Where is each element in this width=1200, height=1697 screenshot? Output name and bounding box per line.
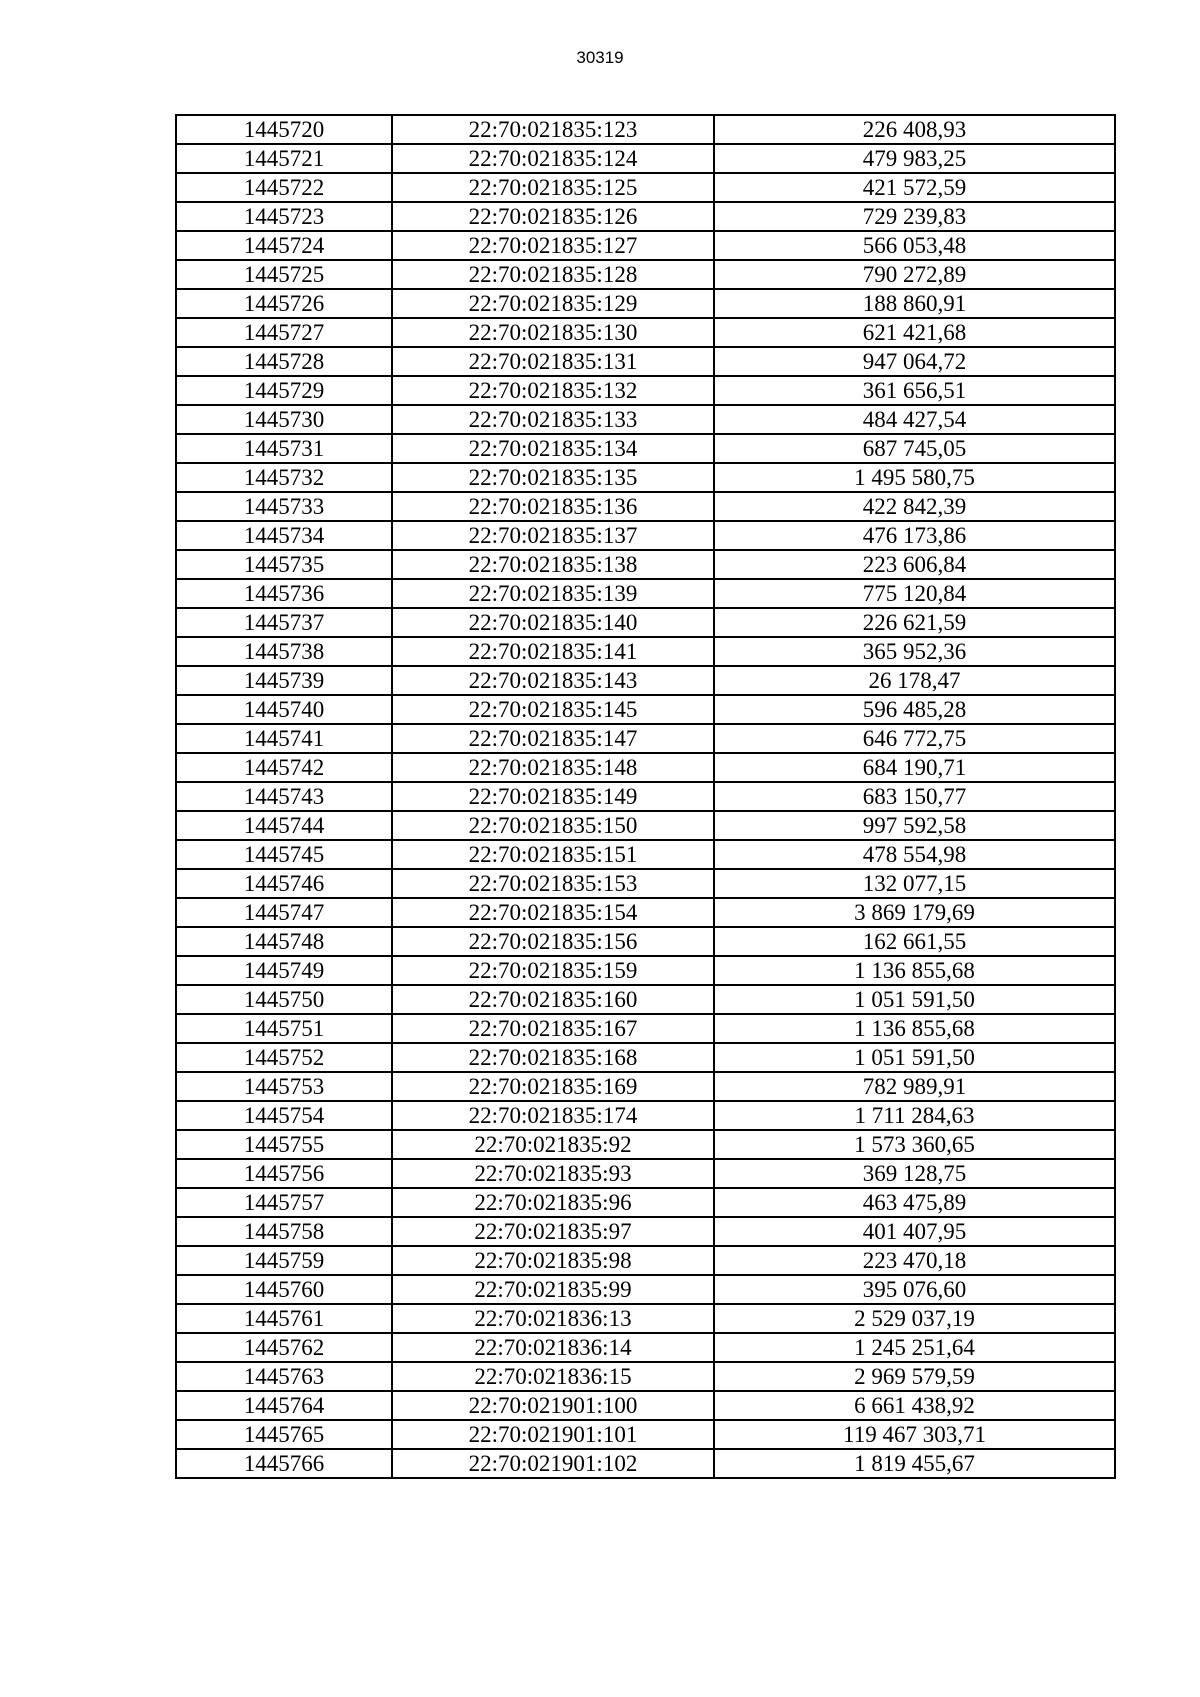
cadastral-number-cell: 22:70:021835:98: [392, 1246, 714, 1275]
table-row: [176, 521, 1115, 550]
table-row: [176, 376, 1115, 405]
cadastral-value-cell: 361 656,51: [714, 376, 1115, 405]
row-number-cell: 1445741: [176, 724, 392, 753]
table-row: [176, 608, 1115, 637]
cadastral-number-cell: 22:70:021901:102: [392, 1449, 714, 1478]
row-number-cell: 1445730: [176, 405, 392, 434]
cadastral-value-cell: 226 621,59: [714, 608, 1115, 637]
cadastral-value-table: [175, 114, 1116, 1479]
row-number-cell: 1445762: [176, 1333, 392, 1362]
cadastral-number-cell: 22:70:021835:125: [392, 173, 714, 202]
row-number-cell: 1445725: [176, 260, 392, 289]
cadastral-value-cell: 26 178,47: [714, 666, 1115, 695]
table-row: [176, 1217, 1115, 1246]
cadastral-number-cell: 22:70:021835:137: [392, 521, 714, 550]
row-number-cell: 1445751: [176, 1014, 392, 1043]
row-number-cell: 1445720: [176, 115, 392, 144]
cadastral-value-cell: 997 592,58: [714, 811, 1115, 840]
row-number-cell: 1445729: [176, 376, 392, 405]
table-row: [176, 985, 1115, 1014]
cadastral-value-cell: 421 572,59: [714, 173, 1115, 202]
cadastral-number-cell: 22:70:021835:133: [392, 405, 714, 434]
cadastral-number-cell: 22:70:021835:148: [392, 753, 714, 782]
page-number: 30319: [576, 48, 624, 67]
table-row: [176, 1130, 1115, 1159]
row-number-cell: 1445754: [176, 1101, 392, 1130]
cadastral-value-cell: 476 173,86: [714, 521, 1115, 550]
cadastral-value-cell: 775 120,84: [714, 579, 1115, 608]
table-row: [176, 898, 1115, 927]
cadastral-value-cell: 2 969 579,59: [714, 1362, 1115, 1391]
cadastral-value-cell: 2 529 037,19: [714, 1304, 1115, 1333]
cadastral-number-cell: 22:70:021835:92: [392, 1130, 714, 1159]
table-row: [176, 956, 1115, 985]
cadastral-value-cell: 782 989,91: [714, 1072, 1115, 1101]
row-number-cell: 1445733: [176, 492, 392, 521]
cadastral-number-cell: 22:70:021835:139: [392, 579, 714, 608]
row-number-cell: 1445727: [176, 318, 392, 347]
cadastral-number-cell: 22:70:021835:124: [392, 144, 714, 173]
table-row: [176, 724, 1115, 753]
table-row: [176, 1014, 1115, 1043]
cadastral-number-cell: 22:70:021835:145: [392, 695, 714, 724]
cadastral-value-cell: 365 952,36: [714, 637, 1115, 666]
row-number-cell: 1445738: [176, 637, 392, 666]
cadastral-value-cell: 1 136 855,68: [714, 1014, 1115, 1043]
cadastral-value-cell: 401 407,95: [714, 1217, 1115, 1246]
cadastral-number-cell: 22:70:021835:154: [392, 898, 714, 927]
table-row: [176, 1362, 1115, 1391]
cadastral-number-cell: 22:70:021835:159: [392, 956, 714, 985]
row-number-cell: 1445721: [176, 144, 392, 173]
row-number-cell: 1445758: [176, 1217, 392, 1246]
row-number-cell: 1445726: [176, 289, 392, 318]
cadastral-value-cell: 790 272,89: [714, 260, 1115, 289]
row-number-cell: 1445759: [176, 1246, 392, 1275]
table-row: [176, 1420, 1115, 1449]
cadastral-value-cell: 1 051 591,50: [714, 1043, 1115, 1072]
table-row: [176, 753, 1115, 782]
table-row: [176, 666, 1115, 695]
table-row: [176, 492, 1115, 521]
row-number-cell: 1445734: [176, 521, 392, 550]
table-row: [176, 289, 1115, 318]
cadastral-number-cell: 22:70:021835:97: [392, 1217, 714, 1246]
table-row: [176, 811, 1115, 840]
table-row: [176, 1333, 1115, 1362]
row-number-cell: 1445766: [176, 1449, 392, 1478]
table-row: [176, 927, 1115, 956]
cadastral-value-cell: 422 842,39: [714, 492, 1115, 521]
cadastral-number-cell: 22:70:021835:143: [392, 666, 714, 695]
cadastral-number-cell: 22:70:021835:134: [392, 434, 714, 463]
row-number-cell: 1445728: [176, 347, 392, 376]
cadastral-value-cell: 3 869 179,69: [714, 898, 1115, 927]
table-row: [176, 202, 1115, 231]
cadastral-number-cell: 22:70:021835:136: [392, 492, 714, 521]
table-row: [176, 1101, 1115, 1130]
row-number-cell: 1445756: [176, 1159, 392, 1188]
row-number-cell: 1445739: [176, 666, 392, 695]
cadastral-value-cell: 646 772,75: [714, 724, 1115, 753]
cadastral-number-cell: 22:70:021835:96: [392, 1188, 714, 1217]
cadastral-value-cell: 621 421,68: [714, 318, 1115, 347]
row-number-cell: 1445737: [176, 608, 392, 637]
cadastral-number-cell: 22:70:021835:168: [392, 1043, 714, 1072]
cadastral-value-cell: 478 554,98: [714, 840, 1115, 869]
cadastral-number-cell: 22:70:021836:13: [392, 1304, 714, 1333]
cadastral-value-cell: 132 077,15: [714, 869, 1115, 898]
row-number-cell: 1445764: [176, 1391, 392, 1420]
table-row: [176, 1246, 1115, 1275]
cadastral-number-cell: 22:70:021835:140: [392, 608, 714, 637]
cadastral-value-cell: 729 239,83: [714, 202, 1115, 231]
row-number-cell: 1445722: [176, 173, 392, 202]
row-number-cell: 1445760: [176, 1275, 392, 1304]
cadastral-number-cell: 22:70:021835:147: [392, 724, 714, 753]
table-row: [176, 1391, 1115, 1420]
table-row: [176, 1072, 1115, 1101]
table-row: [176, 637, 1115, 666]
cadastral-value-cell: 1 495 580,75: [714, 463, 1115, 492]
cadastral-number-cell: 22:70:021835:153: [392, 869, 714, 898]
cadastral-number-cell: 22:70:021835:160: [392, 985, 714, 1014]
table-row: [176, 1304, 1115, 1333]
row-number-cell: 1445753: [176, 1072, 392, 1101]
cadastral-value-cell: 683 150,77: [714, 782, 1115, 811]
cadastral-number-cell: 22:70:021835:99: [392, 1275, 714, 1304]
table-row: [176, 318, 1115, 347]
table-row: [176, 463, 1115, 492]
cadastral-number-cell: 22:70:021835:149: [392, 782, 714, 811]
table-row: [176, 695, 1115, 724]
table-row: [176, 579, 1115, 608]
table-row: [176, 1188, 1115, 1217]
cadastral-number-cell: 22:70:021835:129: [392, 289, 714, 318]
cadastral-value-cell: 596 485,28: [714, 695, 1115, 724]
table-row: [176, 434, 1115, 463]
row-number-cell: 1445745: [176, 840, 392, 869]
row-number-cell: 1445744: [176, 811, 392, 840]
row-number-cell: 1445765: [176, 1420, 392, 1449]
row-number-cell: 1445757: [176, 1188, 392, 1217]
table-row: [176, 144, 1115, 173]
table-body: [176, 115, 1115, 1478]
cadastral-value-cell: 1 573 360,65: [714, 1130, 1115, 1159]
cadastral-number-cell: 22:70:021835:150: [392, 811, 714, 840]
cadastral-value-cell: 1 245 251,64: [714, 1333, 1115, 1362]
cadastral-number-cell: 22:70:021901:100: [392, 1391, 714, 1420]
row-number-cell: 1445723: [176, 202, 392, 231]
cadastral-number-cell: 22:70:021835:131: [392, 347, 714, 376]
row-number-cell: 1445742: [176, 753, 392, 782]
cadastral-number-cell: 22:70:021835:126: [392, 202, 714, 231]
cadastral-number-cell: 22:70:021835:128: [392, 260, 714, 289]
cadastral-value-cell: 226 408,93: [714, 115, 1115, 144]
cadastral-value-cell: 484 427,54: [714, 405, 1115, 434]
cadastral-number-cell: 22:70:021835:132: [392, 376, 714, 405]
cadastral-value-cell: 6 661 438,92: [714, 1391, 1115, 1420]
row-number-cell: 1445731: [176, 434, 392, 463]
row-number-cell: 1445743: [176, 782, 392, 811]
table-row: [176, 115, 1115, 144]
cadastral-value-cell: 223 470,18: [714, 1246, 1115, 1275]
row-number-cell: 1445761: [176, 1304, 392, 1333]
row-number-cell: 1445755: [176, 1130, 392, 1159]
cadastral-value-cell: 395 076,60: [714, 1275, 1115, 1304]
cadastral-number-cell: 22:70:021835:130: [392, 318, 714, 347]
table-row: [176, 840, 1115, 869]
cadastral-value-cell: 684 190,71: [714, 753, 1115, 782]
table-row: [176, 173, 1115, 202]
row-number-cell: 1445747: [176, 898, 392, 927]
cadastral-value-cell: 1 711 284,63: [714, 1101, 1115, 1130]
row-number-cell: 1445740: [176, 695, 392, 724]
cadastral-number-cell: 22:70:021835:169: [392, 1072, 714, 1101]
cadastral-value-cell: 1 136 855,68: [714, 956, 1115, 985]
row-number-cell: 1445750: [176, 985, 392, 1014]
cadastral-number-cell: 22:70:021835:174: [392, 1101, 714, 1130]
row-number-cell: 1445746: [176, 869, 392, 898]
cadastral-value-cell: 188 860,91: [714, 289, 1115, 318]
cadastral-number-cell: 22:70:021835:123: [392, 115, 714, 144]
table-row: [176, 782, 1115, 811]
table-row: [176, 347, 1115, 376]
cadastral-number-cell: 22:70:021835:138: [392, 550, 714, 579]
table-row: [176, 869, 1115, 898]
cadastral-number-cell: 22:70:021836:14: [392, 1333, 714, 1362]
row-number-cell: 1445752: [176, 1043, 392, 1072]
cadastral-number-cell: 22:70:021835:93: [392, 1159, 714, 1188]
row-number-cell: 1445749: [176, 956, 392, 985]
cadastral-number-cell: 22:70:021836:15: [392, 1362, 714, 1391]
cadastral-value-cell: 162 661,55: [714, 927, 1115, 956]
cadastral-value-cell: 1 051 591,50: [714, 985, 1115, 1014]
cadastral-number-cell: 22:70:021835:141: [392, 637, 714, 666]
cadastral-value-cell: 119 467 303,71: [714, 1420, 1115, 1449]
table-row: [176, 1449, 1115, 1478]
table-row: [176, 1043, 1115, 1072]
row-number-cell: 1445724: [176, 231, 392, 260]
row-number-cell: 1445763: [176, 1362, 392, 1391]
cadastral-value-cell: 947 064,72: [714, 347, 1115, 376]
row-number-cell: 1445732: [176, 463, 392, 492]
cadastral-value-cell: 687 745,05: [714, 434, 1115, 463]
table-row: [176, 550, 1115, 579]
table-row: [176, 260, 1115, 289]
cadastral-value-cell: 1 819 455,67: [714, 1449, 1115, 1478]
cadastral-number-cell: 22:70:021835:156: [392, 927, 714, 956]
table-row: [176, 405, 1115, 434]
cadastral-number-cell: 22:70:021835:167: [392, 1014, 714, 1043]
cadastral-number-cell: 22:70:021835:151: [392, 840, 714, 869]
row-number-cell: 1445735: [176, 550, 392, 579]
cadastral-value-cell: 479 983,25: [714, 144, 1115, 173]
cadastral-value-cell: 463 475,89: [714, 1188, 1115, 1217]
table-row: [176, 1275, 1115, 1304]
table-row: [176, 1159, 1115, 1188]
cadastral-value-cell: 566 053,48: [714, 231, 1115, 260]
cadastral-number-cell: 22:70:021835:135: [392, 463, 714, 492]
cadastral-number-cell: 22:70:021901:101: [392, 1420, 714, 1449]
table-row: [176, 231, 1115, 260]
row-number-cell: 1445748: [176, 927, 392, 956]
row-number-cell: 1445736: [176, 579, 392, 608]
cadastral-number-cell: 22:70:021835:127: [392, 231, 714, 260]
cadastral-value-cell: 369 128,75: [714, 1159, 1115, 1188]
cadastral-value-cell: 223 606,84: [714, 550, 1115, 579]
